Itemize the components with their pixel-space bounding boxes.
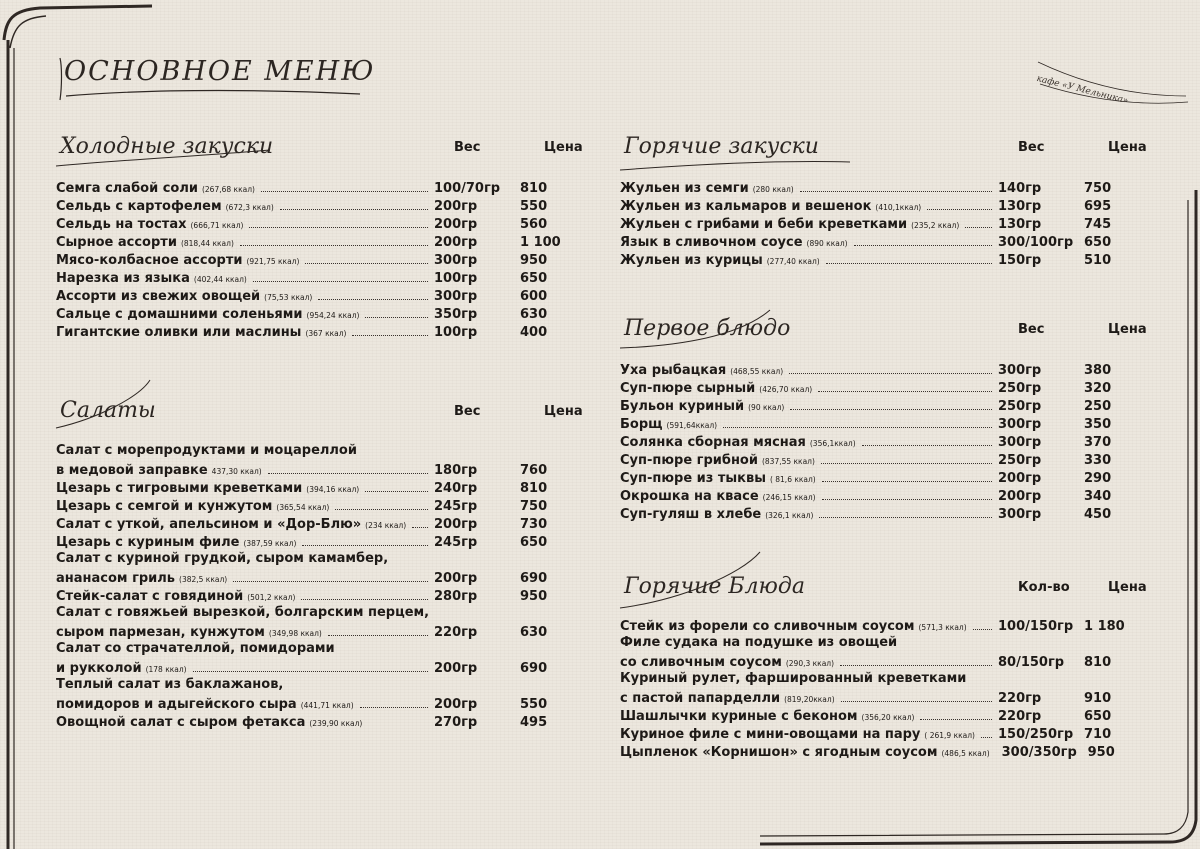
item-name: Шашлычки куриные с беконом — [620, 709, 858, 724]
item-kcal: (410,1ккал) — [875, 203, 922, 212]
item-kcal: ( 261,9 ккал) — [924, 731, 975, 740]
item-name-line: Салат с говяжьей вырезкой, болгарским перцем, — [56, 605, 430, 620]
column-header-weight: Вес — [1018, 322, 1045, 337]
item-kcal: (591,64ккал) — [666, 421, 718, 430]
item-name: Нарезка из языка — [56, 271, 190, 286]
item-price: 290 — [1084, 471, 1112, 486]
item-weight: 150гр — [998, 253, 1042, 268]
item-name: Жульен из кальмаров и вешенок — [620, 199, 872, 214]
item-weight: 130гр — [998, 217, 1042, 232]
item-price: 1 100 — [520, 235, 561, 250]
item-price: 350 — [1084, 417, 1112, 432]
menu-item — [620, 414, 1144, 432]
item-price: 650 — [1084, 709, 1112, 724]
item-name: Суп-пюре из тыквы — [620, 471, 766, 486]
item-weight: 250гр — [998, 381, 1042, 396]
menu-item — [56, 322, 580, 340]
item-kcal: ( 81,6 ккал) — [769, 475, 816, 484]
menu-item — [620, 724, 1144, 742]
menu-item — [620, 178, 1144, 196]
item-weight: 300гр — [434, 253, 478, 268]
item-price: 690 — [520, 571, 548, 586]
menu-item — [56, 460, 580, 478]
item-kcal: (326,1 ккал) — [765, 511, 814, 520]
column-header-price: Цена — [544, 140, 583, 155]
menu-item — [620, 450, 1144, 468]
item-name: Ассорти из свежих овощей — [56, 289, 261, 304]
item-weight: 220гр — [998, 709, 1042, 724]
cafe-name: кафе «У Мельника» — [1035, 74, 1130, 107]
item-kcal: (837,55 ккал) — [761, 457, 815, 466]
item-name: Солянка сборная мясная — [620, 435, 806, 450]
item-weight: 250гр — [998, 453, 1042, 468]
menu-item — [620, 468, 1144, 486]
item-name-line: Теплый салат из баклажанов, — [56, 677, 284, 692]
column-header-weight: Вес — [454, 140, 481, 155]
item-weight: 200гр — [434, 217, 478, 232]
menu-item — [56, 232, 580, 250]
item-price: 550 — [520, 697, 548, 712]
menu-item — [56, 568, 580, 586]
item-kcal: 437,30 ккал) — [211, 467, 262, 476]
menu-item — [620, 378, 1144, 396]
menu-item — [620, 504, 1144, 522]
item-weight: 200гр — [434, 199, 478, 214]
item-name: Сырное ассорти — [56, 235, 177, 250]
item-kcal: (75,53 ккал) — [264, 293, 313, 302]
item-name-line: Куриный рулет, фаршированный креветками — [620, 671, 967, 686]
item-weight: 200гр — [434, 661, 478, 676]
column-header-weight: Вес — [1018, 140, 1045, 155]
item-weight: 220гр — [998, 691, 1042, 706]
item-name: и рукколой — [56, 661, 142, 676]
item-kcal: (819,20ккал) — [784, 695, 835, 704]
item-name: Сельдь на тостах — [56, 217, 187, 232]
item-name: Суп-гуляш в хлебе — [620, 507, 762, 522]
item-price: 950 — [520, 589, 548, 604]
item-weight: 300/350гр — [1001, 745, 1077, 760]
item-name: в медовой заправке — [56, 463, 208, 478]
menu-item — [56, 250, 580, 268]
item-kcal: (402,44 ккал) — [193, 275, 247, 284]
item-name: сыром пармезан, кунжутом — [56, 625, 265, 640]
item-name: Бульон куриный — [620, 399, 745, 414]
item-name-line: Салат с морепродуктами и моцареллой — [56, 443, 357, 458]
item-name: Окрошка на квасе — [620, 489, 759, 504]
column-header-price: Цена — [544, 404, 583, 419]
item-kcal: (90 ккал) — [748, 403, 785, 412]
menu-item — [56, 586, 580, 604]
item-price: 695 — [1084, 199, 1112, 214]
item-price: 910 — [1084, 691, 1112, 706]
item-kcal: (246,15 ккал) — [762, 493, 816, 502]
menu-item — [56, 496, 580, 514]
item-kcal: (672,3 ккал) — [225, 203, 274, 212]
item-price: 750 — [520, 499, 548, 514]
menu-item — [56, 268, 580, 286]
item-price: 650 — [1084, 235, 1112, 250]
item-weight: 350гр — [434, 307, 478, 322]
item-name: Мясо-колбасное ассорти — [56, 253, 243, 268]
item-price: 600 — [520, 289, 548, 304]
item-weight: 100гр — [434, 325, 478, 340]
item-price: 950 — [520, 253, 548, 268]
item-name: Жульен из курицы — [620, 253, 763, 268]
item-kcal: (367 ккал) — [305, 329, 347, 338]
item-kcal: (239,90 ккал) — [309, 719, 363, 728]
menu-item — [56, 622, 580, 640]
item-kcal: (356,20 ккал) — [861, 713, 915, 722]
item-kcal: (394,16 ккал) — [306, 485, 360, 494]
item-weight: 220гр — [434, 625, 478, 640]
item-name: Гигантские оливки или маслины — [56, 325, 302, 340]
item-price: 1 180 — [1084, 619, 1125, 634]
item-weight: 180гр — [434, 463, 478, 478]
item-kcal: (890 ккал) — [806, 239, 848, 248]
item-price: 710 — [1084, 727, 1112, 742]
item-weight: 240гр — [434, 481, 478, 496]
menu-item — [620, 432, 1144, 450]
column-header-price: Цена — [1108, 140, 1147, 155]
item-kcal: (954,24 ккал) — [306, 311, 360, 320]
item-price: 495 — [520, 715, 548, 730]
item-weight: 100/150гр — [998, 619, 1074, 634]
item-price: 650 — [520, 535, 548, 550]
menu-item — [56, 532, 580, 550]
item-weight: 140гр — [998, 181, 1042, 196]
item-price: 630 — [520, 307, 548, 322]
section-title: Холодные закуски — [60, 134, 274, 159]
section-title: Салаты — [60, 398, 156, 423]
item-kcal: (921,75 ккал) — [246, 257, 300, 266]
item-name: ананасом гриль — [56, 571, 176, 586]
column-header-price: Цена — [1108, 580, 1147, 595]
item-price: 650 — [520, 271, 548, 286]
menu-item — [620, 706, 1144, 724]
item-weight: 300гр — [998, 417, 1042, 432]
item-weight: 270гр — [434, 715, 478, 730]
item-weight: 250гр — [998, 399, 1042, 414]
item-name: помидоров и адыгейского сыра — [56, 697, 297, 712]
column-header-weight: Вес — [454, 404, 481, 419]
item-name: Цезарь с семгой и кунжутом — [56, 499, 273, 514]
item-weight: 245гр — [434, 499, 478, 514]
item-kcal: (387,59 ккал) — [243, 539, 297, 548]
item-kcal: (277,40 ккал) — [766, 257, 820, 266]
item-price: 250 — [1084, 399, 1112, 414]
menu-item — [56, 178, 580, 196]
menu-item — [56, 514, 580, 532]
item-name: Борщ — [620, 417, 663, 432]
item-name: Сельдь с картофелем — [56, 199, 222, 214]
item-price: 510 — [1084, 253, 1112, 268]
item-weight: 300/100гр — [998, 235, 1074, 250]
menu-item — [56, 214, 580, 232]
item-kcal: (486,5 ккал) — [941, 749, 990, 758]
item-price: 690 — [520, 661, 548, 676]
section-title: Горячие закуски — [624, 134, 819, 159]
section-title: Первое блюдо — [624, 316, 791, 341]
menu-item — [620, 250, 1144, 268]
item-kcal: (468,55 ккал) — [730, 367, 784, 376]
item-kcal: (280 ккал) — [752, 185, 794, 194]
item-name: с пастой папарделли — [620, 691, 781, 706]
item-name-line: Филе судака на подушке из овощей — [620, 635, 898, 650]
menu-item — [620, 616, 1144, 634]
item-kcal: (571,3 ккал) — [918, 623, 967, 632]
item-name: Сальце с домашними соленьями — [56, 307, 303, 322]
menu-item — [56, 286, 580, 304]
item-price: 550 — [520, 199, 548, 214]
item-price: 810 — [520, 181, 548, 196]
item-kcal: (290,3 ккал) — [785, 659, 835, 668]
item-kcal: (356,1ккал) — [809, 439, 856, 448]
item-price: 810 — [1084, 655, 1112, 670]
item-price: 320 — [1084, 381, 1112, 396]
item-price: 730 — [520, 517, 548, 532]
item-weight: 300гр — [434, 289, 478, 304]
menu-item — [56, 712, 580, 730]
item-price: 400 — [520, 325, 548, 340]
item-price: 330 — [1084, 453, 1112, 468]
item-name: Суп-пюре грибной — [620, 453, 758, 468]
item-price: 560 — [520, 217, 548, 232]
item-kcal: (441,71 ккал) — [300, 701, 354, 710]
item-name: Цезарь с куриным филе — [56, 535, 240, 550]
menu-item — [56, 478, 580, 496]
item-weight: 200гр — [998, 471, 1042, 486]
item-kcal: (666,71 ккал) — [190, 221, 244, 230]
item-kcal: (178 ккал) — [145, 665, 187, 674]
menu-item — [620, 196, 1144, 214]
page-title: ОСНОВНОЕ МЕНЮ — [64, 56, 376, 87]
item-weight: 245гр — [434, 535, 478, 550]
item-price: 340 — [1084, 489, 1112, 504]
item-price: 370 — [1084, 435, 1112, 450]
item-kcal: (234 ккал) — [365, 521, 407, 530]
item-name-line: Салат со страчателлой, помидорами — [56, 641, 335, 656]
item-name: Уха рыбацкая — [620, 363, 727, 378]
item-weight: 300гр — [998, 435, 1042, 450]
item-price: 450 — [1084, 507, 1112, 522]
item-name: Жульен из семги — [620, 181, 749, 196]
item-kcal: (267,68 ккал) — [201, 185, 255, 194]
item-weight: 80/150гр — [998, 655, 1065, 670]
column-header-price: Цена — [1108, 322, 1147, 337]
menu-item — [56, 304, 580, 322]
item-weight: 200гр — [434, 235, 478, 250]
item-weight: 100гр — [434, 271, 478, 286]
menu-item — [56, 658, 580, 676]
item-name: Стейк из форели со сливочным соусом — [620, 619, 915, 634]
item-name: Стейк-салат с говядиной — [56, 589, 244, 604]
menu-item — [620, 396, 1144, 414]
item-price: 950 — [1087, 745, 1115, 760]
item-name: Жульен с грибами и беби креветками — [620, 217, 908, 232]
item-kcal: (349,98 ккал) — [268, 629, 322, 638]
item-price: 745 — [1084, 217, 1112, 232]
item-weight: 130гр — [998, 199, 1042, 214]
item-name: Цыпленок «Корнишон» с ягодным соусом — [620, 745, 938, 760]
menu-item — [620, 652, 1144, 670]
item-weight: 200гр — [998, 489, 1042, 504]
item-name: со сливочным соусом — [620, 655, 782, 670]
section-title: Горячие Блюда — [624, 574, 805, 599]
item-name: Салат с уткой, апельсином и «Дор-Блю» — [56, 517, 362, 532]
menu-item — [620, 232, 1144, 250]
item-price: 380 — [1084, 363, 1112, 378]
item-weight: 200гр — [434, 517, 478, 532]
item-kcal: (235,2 ккал) — [911, 221, 960, 230]
item-name: Цезарь с тигровыми креветками — [56, 481, 303, 496]
item-name: Овощной салат с сыром фетакса — [56, 715, 306, 730]
item-weight: 200гр — [434, 697, 478, 712]
menu-item — [620, 688, 1144, 706]
item-price: 810 — [520, 481, 548, 496]
menu-item — [56, 694, 580, 712]
item-price: 760 — [520, 463, 548, 478]
item-weight: 150/250гр — [998, 727, 1074, 742]
menu-item — [56, 196, 580, 214]
item-weight: 300гр — [998, 363, 1042, 378]
item-kcal: (426,70 ккал) — [759, 385, 813, 394]
item-price: 630 — [520, 625, 548, 640]
menu-item — [620, 360, 1144, 378]
menu-item — [620, 486, 1144, 504]
item-kcal: (382,5 ккал) — [179, 575, 228, 584]
item-weight: 200гр — [434, 571, 478, 586]
item-name-line: Салат с куриной грудкой, сыром камамбер, — [56, 551, 389, 566]
item-kcal: (818,44 ккал) — [180, 239, 234, 248]
item-weight: 100/70гр — [434, 181, 501, 196]
item-kcal: (365,54 ккал) — [276, 503, 330, 512]
item-name: Язык в сливочном соусе — [620, 235, 803, 250]
column-header-quantity: Кол-во — [1018, 580, 1070, 595]
item-kcal: (501,2 ккал) — [247, 593, 296, 602]
menu-item — [620, 214, 1144, 232]
item-name: Куриное филе с мини-овощами на пару — [620, 727, 921, 742]
item-weight: 300гр — [998, 507, 1042, 522]
item-name: Семга слабой соли — [56, 181, 198, 196]
menu-item — [620, 742, 1144, 760]
item-price: 750 — [1084, 181, 1112, 196]
item-name: Суп-пюре сырный — [620, 381, 756, 396]
item-weight: 280гр — [434, 589, 478, 604]
